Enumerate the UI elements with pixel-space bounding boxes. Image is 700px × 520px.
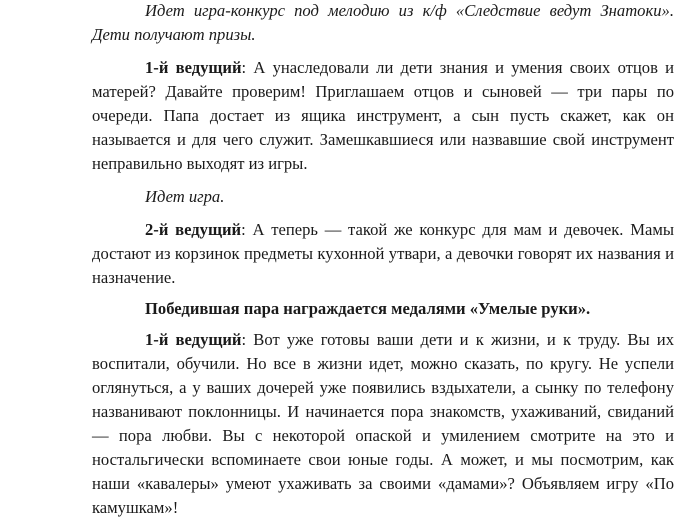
speaker-label: 2-й ведущий	[145, 220, 242, 239]
speech-paragraph	[92, 56, 674, 176]
announcement-paragraph	[92, 297, 674, 321]
speaker-separator: :	[241, 58, 254, 77]
paragraph-text: А унаследовали ли дети знания и умения своих отцов и матерей? Давайте проверим! Приглашаем отцов и сыновей — три пары по очереди. Папа достает из ящика инструмент, а сын пусть скажет, как он называется и для чего служит. Замешкавшиеся или назвавшие свой инструмент неправильно выходят из игры.	[92, 58, 675, 173]
speaker-separator: :	[241, 330, 254, 349]
paragraph-text: Идет игра.	[145, 187, 225, 206]
paragraph-text: Вот уже готовы ваши дети и к жизни, и к труду. Вы их воспитали, обучили. Но все в жизни идет, можно сказать, по кругу. Не успели оглянуться, а у ваших дочерей уже появились вздыхатели, а сынку по телефону названивают поклонницы. И начинается пора знакомств, ухаживаний, свиданий — пора любви. Вы с некоторой опаской и умилением смотрите на это и ностальгически вспоминаете свои юные годы. А может, и мы посмотрим, как наши «кавалеры» умеют ухаживать за своими «дамами»? Объявляем игру «По камушкам»!	[92, 330, 674, 517]
document-page	[92, 0, 674, 520]
speech-paragraph	[92, 328, 674, 520]
speaker-label: 1-й ведущий	[145, 330, 242, 349]
paragraph-text: Победившая пара награждается медалями «Умелые руки».	[145, 299, 591, 318]
paragraph-text: А теперь — такой же конкурс для мам и девочек. Мамы достают из корзинок предметы кухонной утвари, а девочки говорят их названия и назначение.	[92, 220, 674, 287]
speaker-label: 1-й ведущий	[145, 58, 242, 77]
stage-direction-paragraph	[92, 185, 674, 209]
speaker-separator: :	[241, 220, 253, 239]
speech-paragraph	[92, 218, 674, 290]
paragraph-text: Идет игра-конкурс под мелодию из к/ф «Следствие ведут Знатоки». Дети получают призы.	[92, 1, 674, 44]
stage-direction-paragraph	[92, 0, 674, 47]
